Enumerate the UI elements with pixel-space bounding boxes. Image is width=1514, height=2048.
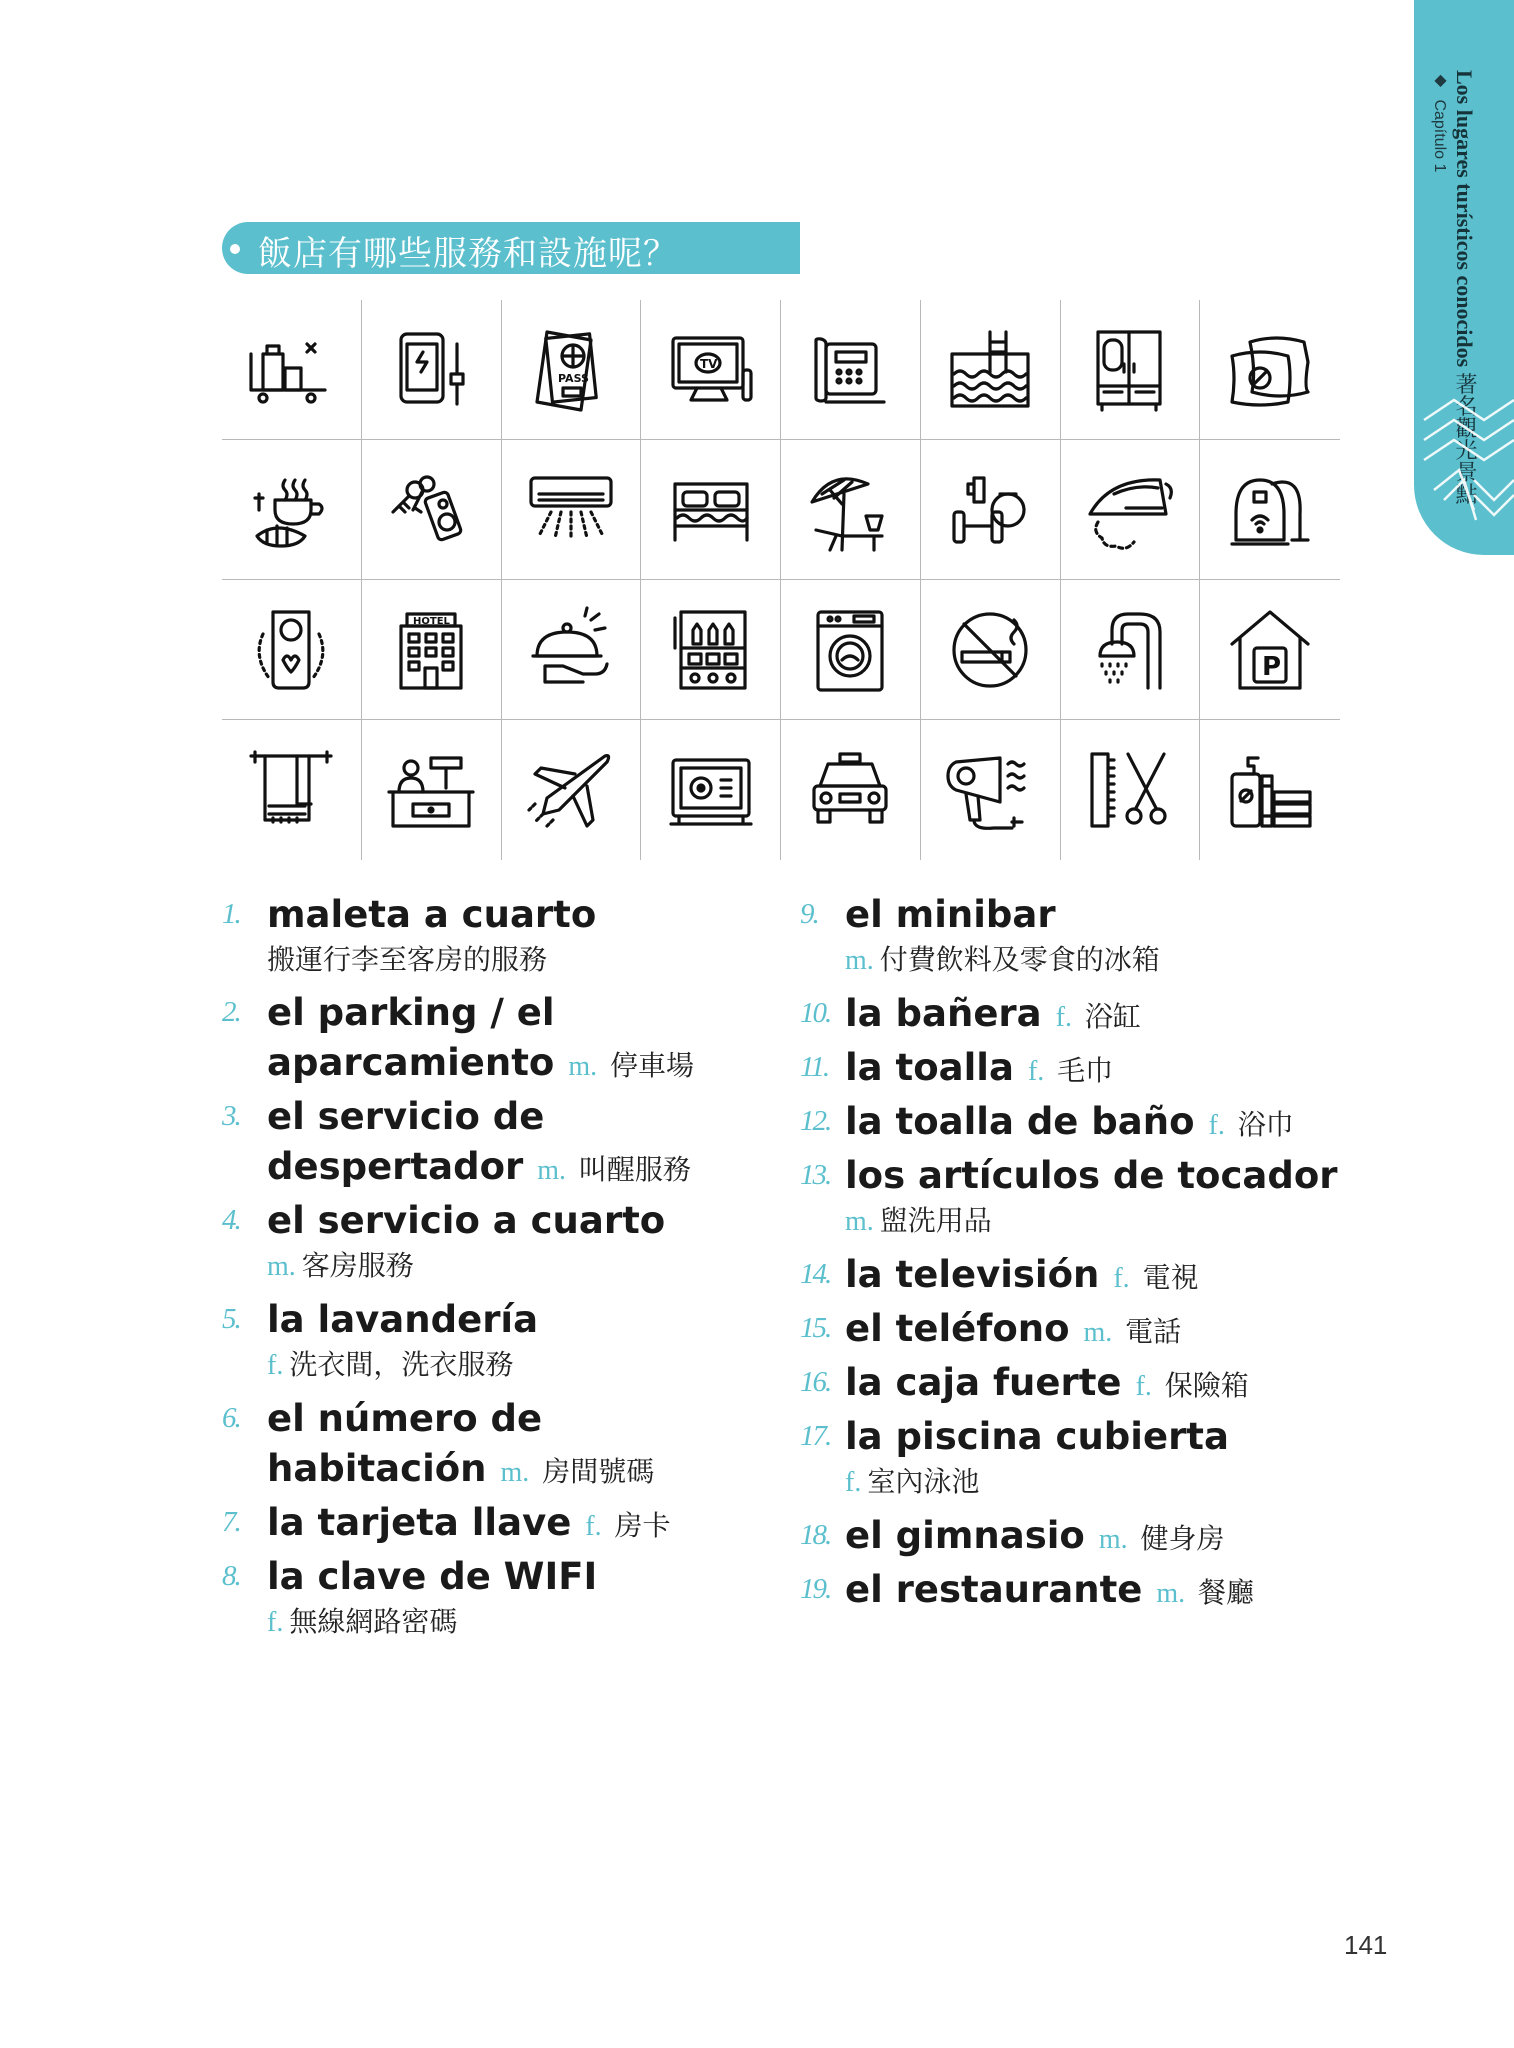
air-conditioner-icon [525,464,617,556]
grid-cell [222,440,362,580]
entry-number: 18. [800,1519,831,1551]
entry-gender: m. [267,1251,296,1282]
iron-icon [1084,464,1176,556]
door-hanger-icon [245,604,337,696]
entry-chinese: 洗衣間，洗衣服務 [289,1348,514,1381]
vocab-entry-9 [800,890,1340,981]
vocab-entry-15 [800,1304,1340,1358]
entry-spanish: el restaurante [845,1568,1143,1611]
entry-chinese: 房間號碼 [542,1455,655,1488]
pillow-icon [1224,324,1316,416]
entry-gender: f. [1135,1371,1152,1402]
entry-number: 8. [222,1560,240,1592]
entry-gender: f. [845,1467,862,1498]
grid-cell [641,580,781,720]
grid-cell [502,440,642,580]
entry-number: 12. [800,1105,831,1137]
grid-cell [921,580,1061,720]
entry-spanish: el servicio a cuarto [267,1199,666,1242]
grid-cell [781,300,921,440]
entry-spanish: los artículos de tocador [845,1154,1338,1197]
entry-gender: f. [1027,1056,1045,1087]
entry-number: 6. [222,1402,240,1434]
grid-cell [222,300,362,440]
entry-chinese: 餐廳 [1198,1576,1255,1609]
grid-cell [1061,300,1201,440]
bed-icon [665,464,757,556]
taxi-icon [804,744,896,836]
towel-rack-icon [245,744,337,836]
entry-gender: f. [267,1607,284,1638]
grid-cell [1200,300,1340,440]
entry-spanish: la toalla [845,1046,1014,1089]
keys-icon [385,464,477,556]
chapter-number: Capítulo 1 [1431,99,1448,173]
grid-cell [921,440,1061,580]
wardrobe-icon [1084,324,1176,416]
vocab-entry-8 [222,1552,782,1643]
grid-cell [641,300,781,440]
entry-number: 7. [222,1506,240,1538]
svg-text:HOTEL: HOTEL [413,615,451,627]
entry-spanish: la lavandería [267,1298,539,1341]
grid-cell [1200,440,1340,580]
grid-cell [1200,720,1340,860]
diamond-icon: ◆ [1431,70,1448,89]
tv-icon [665,324,757,416]
entry-line [845,1565,1340,1619]
entry-spanish: la caja fuerte [845,1361,1122,1404]
no-smoking-icon [944,604,1036,696]
entry-spanish: la televisión [845,1253,1100,1296]
entry-spanish: el teléfono [845,1307,1070,1350]
entry-translation [267,940,782,980]
entry-gender: m. [1083,1317,1113,1348]
entry-chinese: 客房服務 [301,1249,414,1282]
chapter-title-zh: 著名觀光景點 [1452,372,1477,505]
vocab-entry-5 [222,1295,782,1386]
entry-spanish: la clave de WIFI [267,1555,598,1598]
safe-box-icon [665,744,757,836]
entry-chinese: 電話 [1125,1315,1182,1348]
grid-cell [502,580,642,720]
hotel-building-icon [385,604,477,696]
decorative-pattern-icon [1414,380,1514,555]
entry-line [267,1092,782,1196]
grid-cell [362,440,502,580]
grid-cell [222,720,362,860]
vocab-entry-11 [800,1043,1340,1097]
grid-cell [1200,580,1340,720]
grid-cell [781,720,921,860]
entry-line [845,1043,1340,1097]
entry-line [845,1511,1340,1565]
entry-chinese: 叫醒服務 [578,1153,691,1186]
entry-gender: m. [1098,1524,1128,1555]
vocab-entry-12 [800,1097,1340,1151]
vocab-entry-19 [800,1565,1340,1619]
entry-spanish: el minibar [845,893,1056,936]
entry-number: 17. [800,1420,831,1452]
svg-text:TV: TV [699,356,718,371]
chapter-side-tab [1414,0,1514,555]
washing-machine-icon [804,604,896,696]
room-service-icon [525,604,617,696]
entry-line [845,1097,1340,1151]
entry-chinese: 無線網路密碼 [289,1605,458,1638]
airplane-icon [525,744,617,836]
vocab-list-right [800,890,1340,1619]
svg-text:P: P [1262,651,1282,682]
entry-chinese: 電視 [1142,1261,1199,1294]
svg-text:PASS: PASS [557,371,589,385]
chapter-title-es: Los lugares turísticos conocidos [1452,70,1477,368]
entry-number: 2. [222,996,240,1028]
entry-number: 19. [800,1573,831,1605]
entry-line [267,1394,782,1498]
gym-icon [944,464,1036,556]
entry-spanish: la piscina cubierta [845,1415,1229,1458]
entry-spanish: el gimnasio [845,1514,1085,1557]
entry-translation [845,1201,1340,1242]
beach-umbrella-icon [804,464,896,556]
swimming-pool-icon [944,324,1036,416]
section-heading-banner [222,222,800,274]
parking-icon [1224,604,1316,696]
grid-cell [502,720,642,860]
entry-chinese: 室內泳池 [867,1465,980,1498]
vocab-entry-10 [800,989,1340,1043]
entry-line [845,1250,1340,1304]
vocab-entry-6 [222,1394,782,1498]
grid-cell [641,440,781,580]
entry-translation [267,1602,782,1643]
telephone-icon [804,324,896,416]
comb-scissors-icon [1084,744,1176,836]
entry-translation [845,940,1340,981]
grid-cell [362,300,502,440]
entry-gender: f. [585,1511,602,1542]
entry-number: 4. [222,1204,240,1236]
entry-chinese: 搬運行李至客房的服務 [267,943,548,976]
entry-line [845,989,1340,1043]
entry-chinese: 浴缸 [1084,1000,1141,1033]
vocab-entry-1 [222,890,782,980]
entry-gender: f. [267,1350,284,1381]
hair-dryer-icon [944,744,1036,836]
grid-cell [921,300,1061,440]
vacuum-cleaner-icon [1224,464,1316,556]
entry-chinese: 健身房 [1140,1522,1225,1555]
banner-dot [230,244,240,254]
toiletries-icon [1224,744,1316,836]
entry-spanish: la tarjeta llave [267,1501,572,1544]
reception-desk-icon [385,744,477,836]
vocab-entry-7 [222,1498,782,1552]
grid-cell [781,580,921,720]
entry-gender: m. [537,1155,567,1186]
entry-spanish: el número de habitación [267,1397,543,1490]
vocab-list-left [222,890,782,1643]
luggage-cart-icon [245,324,337,416]
vocab-entry-2 [222,988,782,1092]
entry-chinese: 付費飲料及零食的冰箱 [879,943,1160,976]
page-number: 141 [1344,1930,1388,1960]
entry-number: 5. [222,1303,240,1335]
grid-cell [921,720,1061,860]
entry-spanish: la toalla de baño [845,1100,1195,1143]
entry-gender: f. [1055,1002,1072,1033]
grid-cell [781,440,921,580]
passport-icon [525,324,617,416]
section-heading: 飯店有哪些服務和設施呢？ [258,234,678,274]
grid-cell [1061,720,1201,860]
entry-gender: m. [845,1206,874,1237]
phone-charger-icon [385,324,477,416]
entry-translation [845,1462,1340,1503]
entry-gender: m. [1156,1578,1186,1609]
breakfast-icon [245,464,337,556]
entry-chinese: 毛巾 [1057,1054,1114,1087]
entry-gender: f. [1113,1263,1130,1294]
entry-number: 13. [800,1159,831,1191]
entry-chinese: 房卡 [614,1509,671,1542]
entry-translation [267,1345,782,1386]
entry-chinese: 停車場 [610,1049,695,1082]
entry-number: 9. [800,898,818,930]
entry-number: 11. [800,1051,829,1083]
entry-spanish: el servicio de despertador [267,1095,545,1188]
minibar-icon [665,604,757,696]
vocab-entry-4 [222,1196,782,1287]
entry-number: 3. [222,1100,240,1132]
entry-spanish: el parking / el aparcamiento [267,991,555,1084]
entry-number: 1. [222,898,240,930]
entry-spanish: maleta a cuarto [267,893,597,936]
entry-line [845,1358,1340,1412]
grid-cell [1061,580,1201,720]
icon-grid [222,300,1340,860]
entry-number: 10. [800,997,831,1029]
grid-cell [1061,440,1201,580]
entry-gender: m. [500,1457,530,1488]
vocab-entry-14 [800,1250,1340,1304]
vocab-entry-18 [800,1511,1340,1565]
entry-gender: f. [1208,1110,1225,1141]
entry-line [267,1498,782,1552]
vocab-entry-16 [800,1358,1340,1412]
entry-translation [267,1246,782,1287]
entry-line [845,1304,1340,1358]
vocab-entry-13 [800,1151,1340,1242]
vocab-entry-17 [800,1412,1340,1503]
shower-icon [1084,604,1176,696]
grid-cell [641,720,781,860]
entry-spanish: la bañera [845,992,1042,1035]
entry-gender: m. [568,1051,598,1082]
entry-chinese: 保險箱 [1164,1369,1249,1402]
grid-cell [362,580,502,720]
grid-cell [502,300,642,440]
grid-cell [222,580,362,720]
vocab-entry-3 [222,1092,782,1196]
entry-number: 15. [800,1312,831,1344]
entry-chinese: 盥洗用品 [879,1204,992,1237]
entry-chinese: 浴巾 [1237,1108,1294,1141]
entry-gender: m. [845,945,874,976]
entry-number: 14. [800,1258,831,1290]
entry-number: 16. [800,1366,831,1398]
entry-line [267,988,782,1092]
grid-cell [362,720,502,860]
